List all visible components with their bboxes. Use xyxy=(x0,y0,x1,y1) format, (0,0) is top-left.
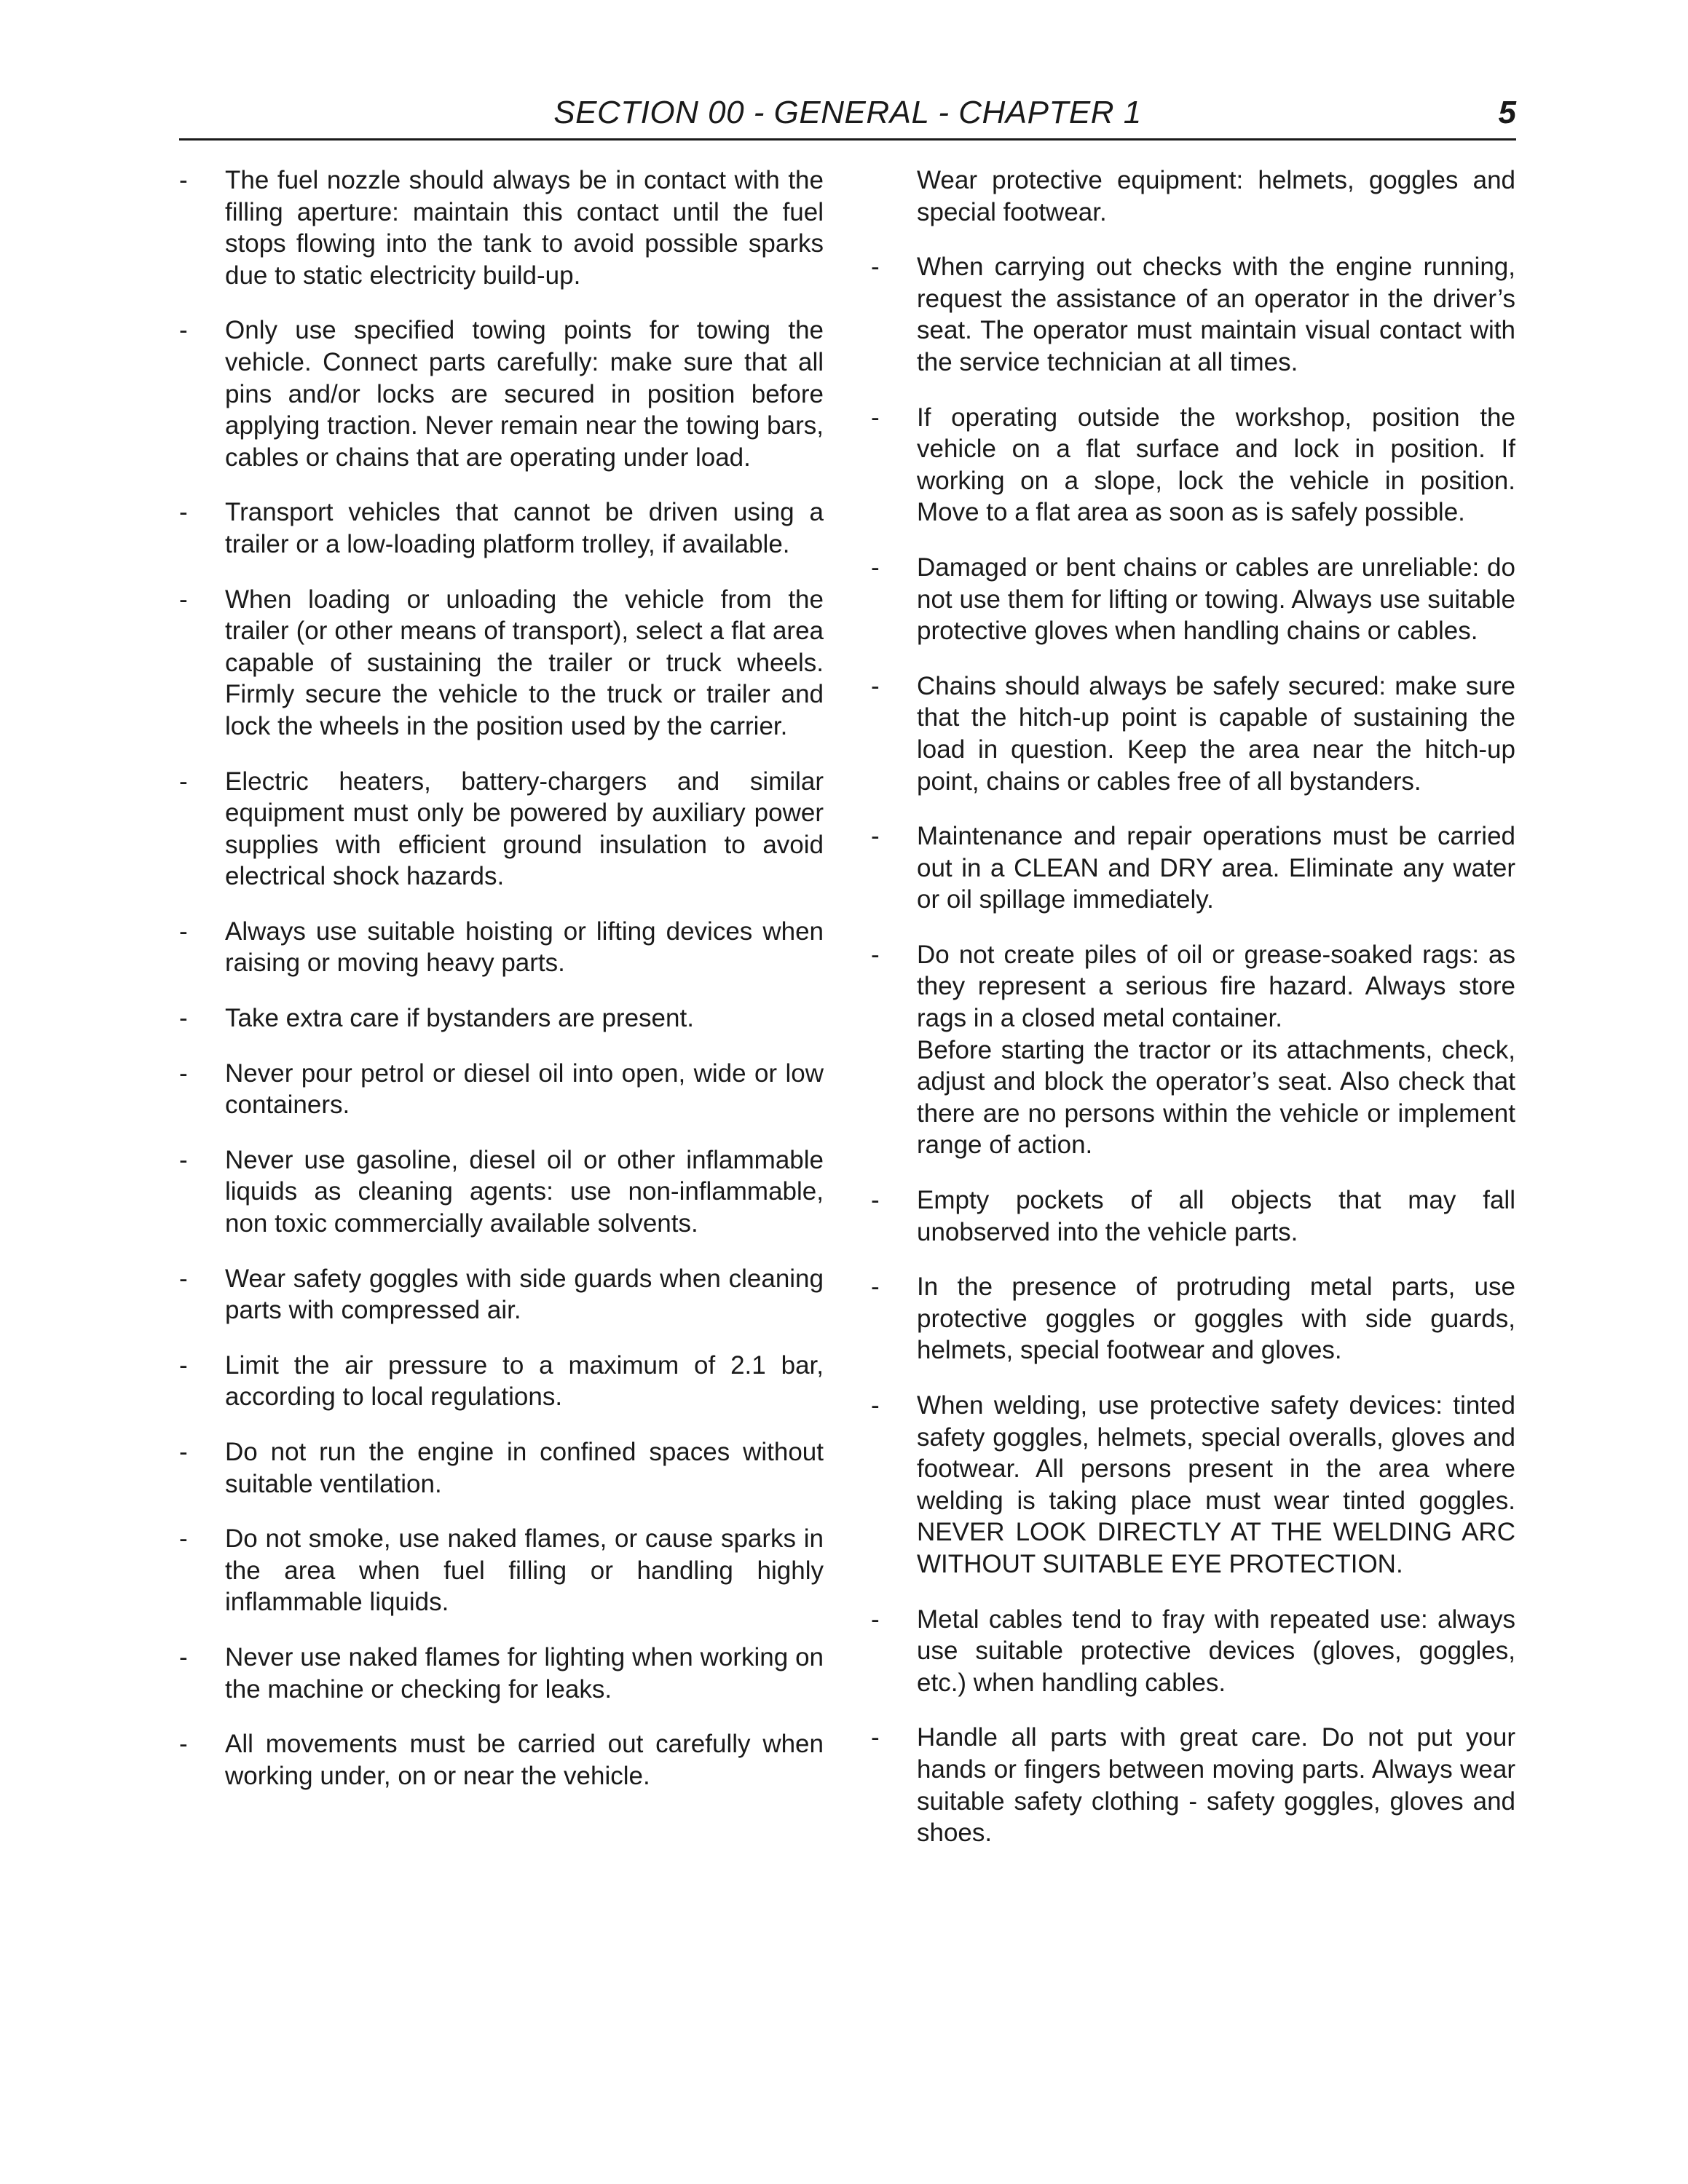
section-title: SECTION 00 - GENERAL - CHAPTER 1 xyxy=(553,95,1142,130)
bullet-dash: - xyxy=(179,166,188,194)
bullet-dash: - xyxy=(871,1186,880,1215)
list-item-text: In the presence of protruding metal parts, use protective goggles or goggles with side guards, helmets, special footwear and gloves. xyxy=(917,1273,1515,1365)
list-item xyxy=(179,1436,824,1500)
bullet-dash: - xyxy=(179,1059,188,1088)
bullet-dash: - xyxy=(179,585,188,614)
list-item xyxy=(179,766,824,893)
list-item xyxy=(179,916,824,979)
bullet-dash: - xyxy=(871,822,880,851)
list-item-text: When welding, use protective safety devices: tinted safety goggles, helmets, special overalls, gloves and footwear. All persons present in the area where welding is taking place must wear tinted goggles. NEVER LOOK DIRECTLY AT THE WELDING ARC WITHOUT SUITABLE EYE PROTECTION. xyxy=(917,1391,1515,1578)
bullet-dash: - xyxy=(179,1350,188,1380)
bullet-dash: - xyxy=(871,1273,880,1302)
list-item-text: Do not smoke, use naked flames, or cause sparks in the area when fuel filling or handling highly inflammable liquids. xyxy=(225,1524,824,1617)
bullet-dash: - xyxy=(871,671,880,700)
list-item xyxy=(871,251,1515,378)
left-column xyxy=(179,165,824,1815)
list-item-text: If operating outside the workshop, position the vehicle on a flat surface and lock in position. If working on a slope, lock the vehicle in position. Move to a flat area as soon as is safely possible. xyxy=(917,403,1515,527)
bullet-dash: - xyxy=(179,1730,188,1759)
list-item xyxy=(179,1350,824,1413)
list-item-text: Never pour petrol or diesel oil into open, wide or low containers. xyxy=(225,1059,824,1120)
list-item xyxy=(871,1184,1515,1248)
list-item xyxy=(871,1390,1515,1580)
page-number: 5 xyxy=(1498,95,1516,130)
list-item-text: Metal cables tend to fray with repeated use: always use suitable protective devices (gloves, goggles, etc.) when handling cables. xyxy=(917,1605,1515,1697)
bullet-dash: - xyxy=(871,253,880,282)
list-item xyxy=(871,1271,1515,1366)
list-item xyxy=(871,402,1515,529)
list-item-text: Wear safety goggles with side guards when cleaning parts with compressed air. xyxy=(225,1264,824,1325)
list-item xyxy=(179,1523,824,1618)
bullet-dash: - xyxy=(871,1723,880,1752)
list-item-text: Take extra care if bystanders are present. xyxy=(225,1004,694,1033)
list-item-text: Only use specified towing points for towing the vehicle. Connect parts carefully: make sure that all pins and/or locks are secured in position before applying traction. Never remain near the towing bars, cables or chains that are operating under load. xyxy=(225,316,824,472)
bullet-dash: - xyxy=(871,553,880,582)
list-item xyxy=(871,1722,1515,1848)
list-item-text: Do not run the engine in confined spaces without suitable ventilation. xyxy=(225,1438,824,1498)
list-item-text: Do not create piles of oil or grease-soaked rags: as they represent a serious fire hazard. Always store rags in a closed metal container. xyxy=(917,940,1515,1033)
list-item-text: Maintenance and repair operations must be carried out in a CLEAN and DRY area. Eliminate any water or oil spillage immediately. xyxy=(917,822,1515,914)
list-item xyxy=(871,939,1515,1161)
list-item xyxy=(179,1144,824,1240)
bullet-dash: - xyxy=(179,1145,188,1174)
bullet-dash: - xyxy=(871,403,880,432)
list-item-text: Empty pockets of all objects that may fall unobserved into the vehicle parts. xyxy=(917,1186,1515,1246)
right-column xyxy=(871,165,1515,1872)
list-item-text: Never use naked flames for lighting when working on the machine or checking for leaks. xyxy=(225,1642,824,1704)
list-item xyxy=(179,496,824,560)
bullet-dash: - xyxy=(871,940,880,969)
list-item xyxy=(179,165,824,291)
list-item xyxy=(871,1604,1515,1699)
bullet-dash: - xyxy=(179,316,188,345)
list-item-text: When loading or unloading the vehicle from the trailer (or other means of transport), select a flat area capable of sustaining the trailer or truck wheels. Firmly secure the vehicle to the truck or trailer and lock the wheels in the position used by the carrier. xyxy=(225,585,824,740)
list-item xyxy=(871,670,1515,797)
continued-paragraph: Wear protective equipment: helmets, goggles and special footwear. xyxy=(917,166,1515,226)
list-item-text: Damaged or bent chains or cables are unreliable: do not use them for lifting or towing. Always use suitable protective gloves when handling chains or cables. xyxy=(917,553,1515,646)
bullet-dash: - xyxy=(179,917,188,946)
bullet-dash: - xyxy=(179,1642,188,1671)
list-item-text-continued: Before starting the tractor or its attachments, check, adjust and block the operator’s seat. Also check that there are no persons within the vehicle or implement range of action. xyxy=(917,1035,1515,1160)
list-item-text: Transport vehicles that cannot be driven using a trailer or a low-loading platform trolley, if available. xyxy=(225,498,824,558)
list-item-text: Chains should always be safely secured: make sure that the hitch-up point is capable of sustaining the load in question. Keep the area near the hitch-up point, chains or cables free of all bystanders. xyxy=(917,671,1515,796)
list-item-text: All movements must be carried out carefully when working under, on or near the vehicle. xyxy=(225,1730,824,1790)
list-item xyxy=(179,1058,824,1121)
bullet-dash: - xyxy=(179,767,188,796)
list-item xyxy=(871,820,1515,916)
list-item xyxy=(179,1642,824,1705)
list-item-text: Always use suitable hoisting or lifting devices when raising or moving heavy parts. xyxy=(225,917,824,978)
bullet-dash: - xyxy=(179,1438,188,1466)
list-item-text: Limit the air pressure to a maximum of 2.1 bar, according to local regulations. xyxy=(225,1350,824,1412)
page-header xyxy=(179,93,1516,141)
bullet-dash: - xyxy=(871,1605,880,1634)
bullet-dash: - xyxy=(179,498,188,527)
list-item xyxy=(179,1263,824,1326)
list-item-text: When carrying out checks with the engine running, request the assistance of an operator in the driver’s seat. The operator must maintain visual contact with the service technician at all times. xyxy=(917,253,1515,376)
list-item xyxy=(179,314,824,473)
list-item-text: Never use gasoline, diesel oil or other inflammable liquids as cleaning agents: use non-inflammable, non toxic commercially available solvents. xyxy=(225,1145,824,1238)
bullet-dash: - xyxy=(179,1524,188,1554)
list-item xyxy=(179,1002,824,1034)
list-item-text: The fuel nozzle should always be in contact with the filling aperture: maintain this contact until the fuel stops flowing into the tank to avoid possible sparks due to static electricity build-up. xyxy=(225,166,824,290)
list-item-text: Electric heaters, battery-chargers and similar equipment must only be powered by auxiliary power supplies with efficient ground insulation to avoid electrical shock hazards. xyxy=(225,767,824,891)
list-item xyxy=(871,552,1515,647)
bullet-dash: - xyxy=(871,1391,880,1420)
list-item xyxy=(179,1728,824,1792)
list-item xyxy=(179,584,824,743)
bullet-dash: - xyxy=(179,1004,188,1033)
list-item-text: Handle all parts with great care. Do not put your hands or fingers between moving parts. Always wear suitable safety clothing - safety goggles, gloves and shoes. xyxy=(917,1723,1515,1848)
bullet-dash: - xyxy=(179,1264,188,1293)
